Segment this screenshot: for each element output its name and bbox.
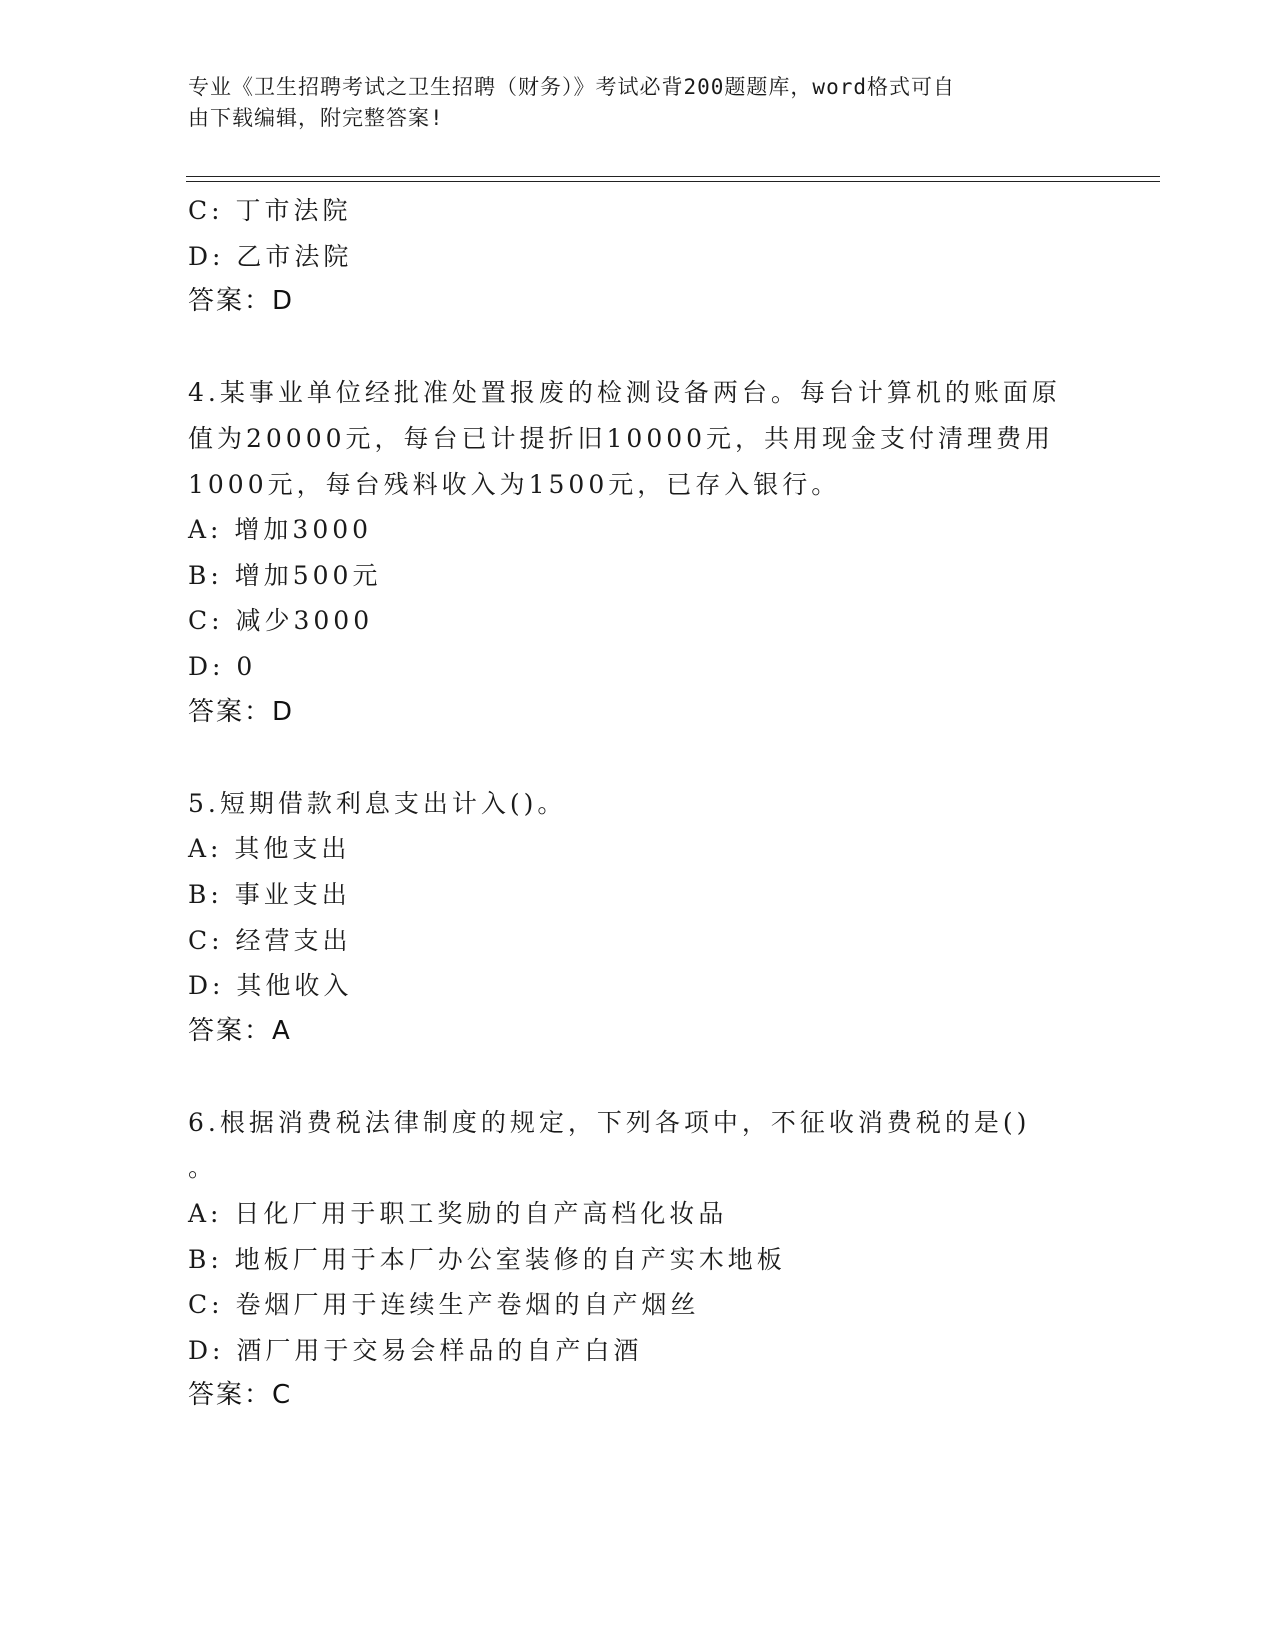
question-4-option-c: C: 减少3000 — [188, 606, 374, 636]
question-3-option-d: D: 乙市法院 — [188, 241, 353, 271]
question-4-stem-line-3: 1000元，每台残料收入为1500元，已存入银行。 — [188, 469, 841, 499]
question-5-option-b: B: 事业支出 — [188, 879, 351, 909]
document-header — [188, 72, 1068, 134]
question-5-option-a: A: 其他支出 — [188, 834, 351, 864]
question-6-option-c: C: 卷烟厂用于连续生产卷烟的自产烟丝 — [188, 1290, 700, 1320]
question-4 — [188, 370, 1088, 735]
spacer — [188, 735, 1088, 781]
header-divider-bottom — [186, 181, 1160, 182]
question-6-option-a: A: 日化厂用于职工奖励的自产高档化妆品 — [188, 1199, 728, 1229]
question-6-stem-line-2: 。 — [188, 1153, 218, 1183]
question-5-option-c: C: 经营支出 — [188, 925, 352, 955]
question-6-option-d: D: 酒厂用于交易会样品的自产白酒 — [188, 1335, 643, 1365]
question-list — [188, 188, 1088, 1419]
question-6-stem-line-1: 6.根据消费税法律制度的规定，下列各项中，不征收消费税的是() — [188, 1107, 1031, 1137]
spacer — [188, 1054, 1088, 1100]
question-3-option-c: C: 丁市法院 — [188, 196, 352, 225]
question-4-option-b: B: 增加500元 — [188, 560, 382, 590]
question-4-option-a: A: 增加3000 — [188, 515, 373, 545]
question-5 — [188, 781, 1088, 1055]
question-5-stem: 5.短期借款利息支出计入()。 — [188, 788, 567, 818]
header-line-1: 专业《卫生招聘考试之卫生招聘（财务）》考试必背200题题库，word格式可自 — [188, 75, 955, 99]
question-6 — [188, 1100, 1088, 1419]
question-6-option-b: B: 地板厂用于本厂办公室装修的自产实木地板 — [188, 1244, 786, 1274]
question-4-stem-line-1: 4.某事业单位经批准处置报废的检测设备两台。每台计算机的账面原 — [188, 378, 1061, 408]
header-divider-top — [186, 176, 1160, 177]
question-4-answer: 答案：D — [188, 696, 295, 727]
question-6-answer: 答案：C — [188, 1380, 293, 1411]
question-5-answer: 答案：A — [188, 1015, 292, 1046]
header-line-2: 由下载编辑，附完整答案! — [188, 106, 444, 130]
question-3-answer: 答案：D — [188, 286, 295, 317]
question-3-tail — [188, 188, 1088, 325]
question-5-option-d: D: 其他收入 — [188, 971, 353, 1001]
question-4-stem-line-2: 值为20000元，每台已计提折旧10000元，共用现金支付清理费用 — [188, 423, 1055, 453]
question-4-option-d: D: 0 — [188, 651, 257, 681]
spacer — [188, 325, 1088, 371]
